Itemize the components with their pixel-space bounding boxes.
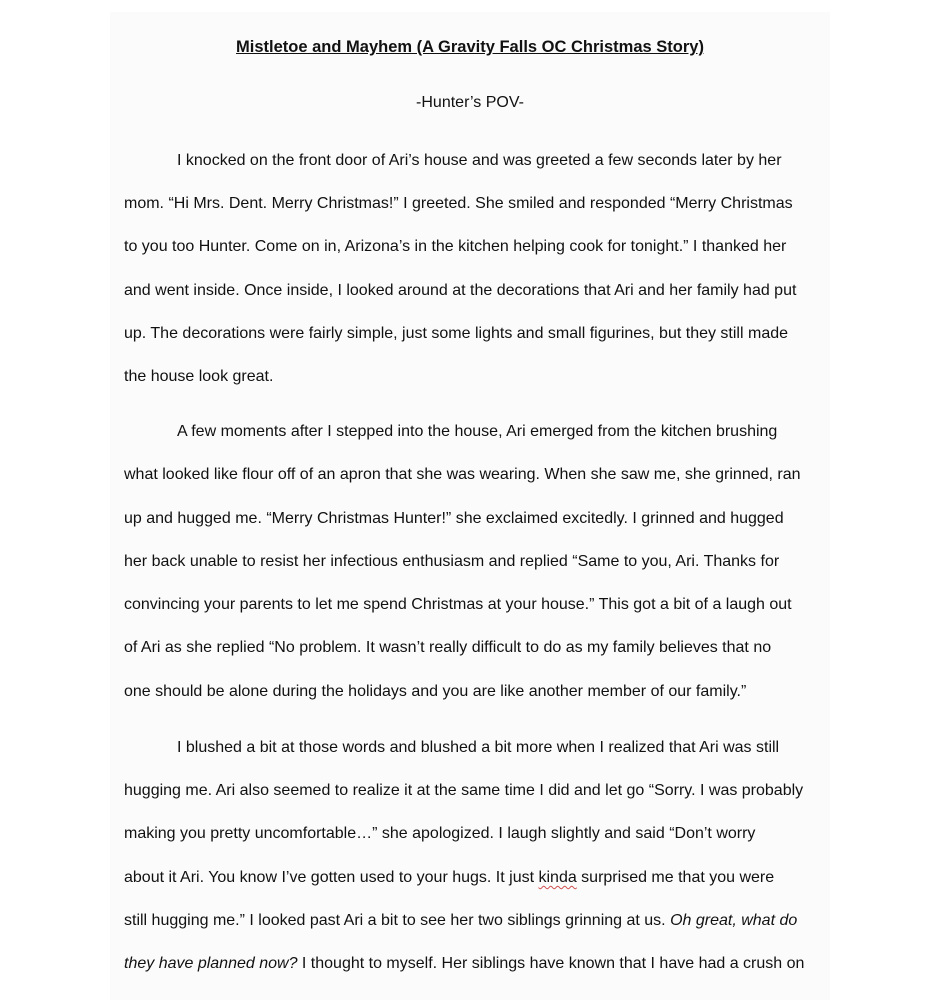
text-run: surprised me that you were bbox=[576, 869, 775, 886]
paragraph-2-line: up and hugged me. “Merry Christmas Hunter!” she exclaimed excitedly. I grinned and hugged bbox=[124, 510, 784, 527]
pov-heading: -Hunter’s POV- bbox=[416, 94, 524, 111]
italic-thought-text: they have planned now? bbox=[124, 955, 298, 972]
paragraph-1-line: the house look great. bbox=[124, 368, 274, 385]
paragraph-3-line bbox=[124, 954, 804, 974]
paragraph-1-line: to you too Hunter. Come on in, Arizona’s in the kitchen helping cook for tonight.” I thanked her bbox=[124, 238, 787, 255]
paragraph-3-line: I blushed a bit at those words and blushed a bit more when I realized that Ari was still bbox=[177, 739, 780, 756]
paragraph-3-line bbox=[124, 911, 797, 931]
paragraph-2-line: A few moments after I stepped into the house, Ari emerged from the kitchen brushing bbox=[177, 423, 778, 440]
paragraph-2-line: one should be alone during the holidays and you are like another member of our family.” bbox=[124, 683, 747, 700]
text-run: still hugging me.” I looked past Ari a bit to see her two siblings grinning at us. bbox=[124, 912, 671, 929]
spellcheck-flagged-word[interactable]: kinda bbox=[538, 869, 577, 886]
story-title: Mistletoe and Mayhem (A Gravity Falls OC Christmas Story) bbox=[236, 38, 704, 56]
text-run: I thought to myself. Her siblings have known that I have had a crush on bbox=[297, 955, 805, 972]
paragraph-2-line: what looked like flour off of an apron that she was wearing. When she saw me, she grinned, ran bbox=[124, 466, 801, 483]
paragraph-1-line: and went inside. Once inside, I looked around at the decorations that Ari and her family had put bbox=[124, 282, 797, 299]
text-run: about it Ari. You know I’ve gotten used to your hugs. It just bbox=[124, 869, 539, 886]
italic-thought-text: Oh great, what do bbox=[670, 912, 798, 929]
paragraph-3-line bbox=[124, 868, 774, 888]
paragraph-2-line: her back unable to resist her infectious enthusiasm and replied “Same to you, Ari. Thanks for bbox=[124, 553, 780, 570]
paragraph-1-line: up. The decorations were fairly simple, just some lights and small figurines, but they still made bbox=[124, 325, 789, 342]
paragraph-1-line: I knocked on the front door of Ari’s house and was greeted a few seconds later by her bbox=[177, 152, 782, 169]
paragraph-3-line: hugging me. Ari also seemed to realize it at the same time I did and let go “Sorry. I was probably bbox=[124, 782, 804, 799]
paragraph-2-line: of Ari as she replied “No problem. It wasn’t really difficult to do as my family believes that no bbox=[124, 639, 772, 656]
document-page bbox=[110, 12, 830, 1000]
paragraph-2-line: convincing your parents to let me spend Christmas at your house.” This got a bit of a laugh out bbox=[124, 596, 792, 613]
paragraph-3-line: making you pretty uncomfortable…” she apologized. I laugh slightly and said “Don’t worry bbox=[124, 825, 756, 842]
paragraph-1-line: mom. “Hi Mrs. Dent. Merry Christmas!” I greeted. She smiled and responded “Merry Christmas bbox=[124, 195, 793, 212]
